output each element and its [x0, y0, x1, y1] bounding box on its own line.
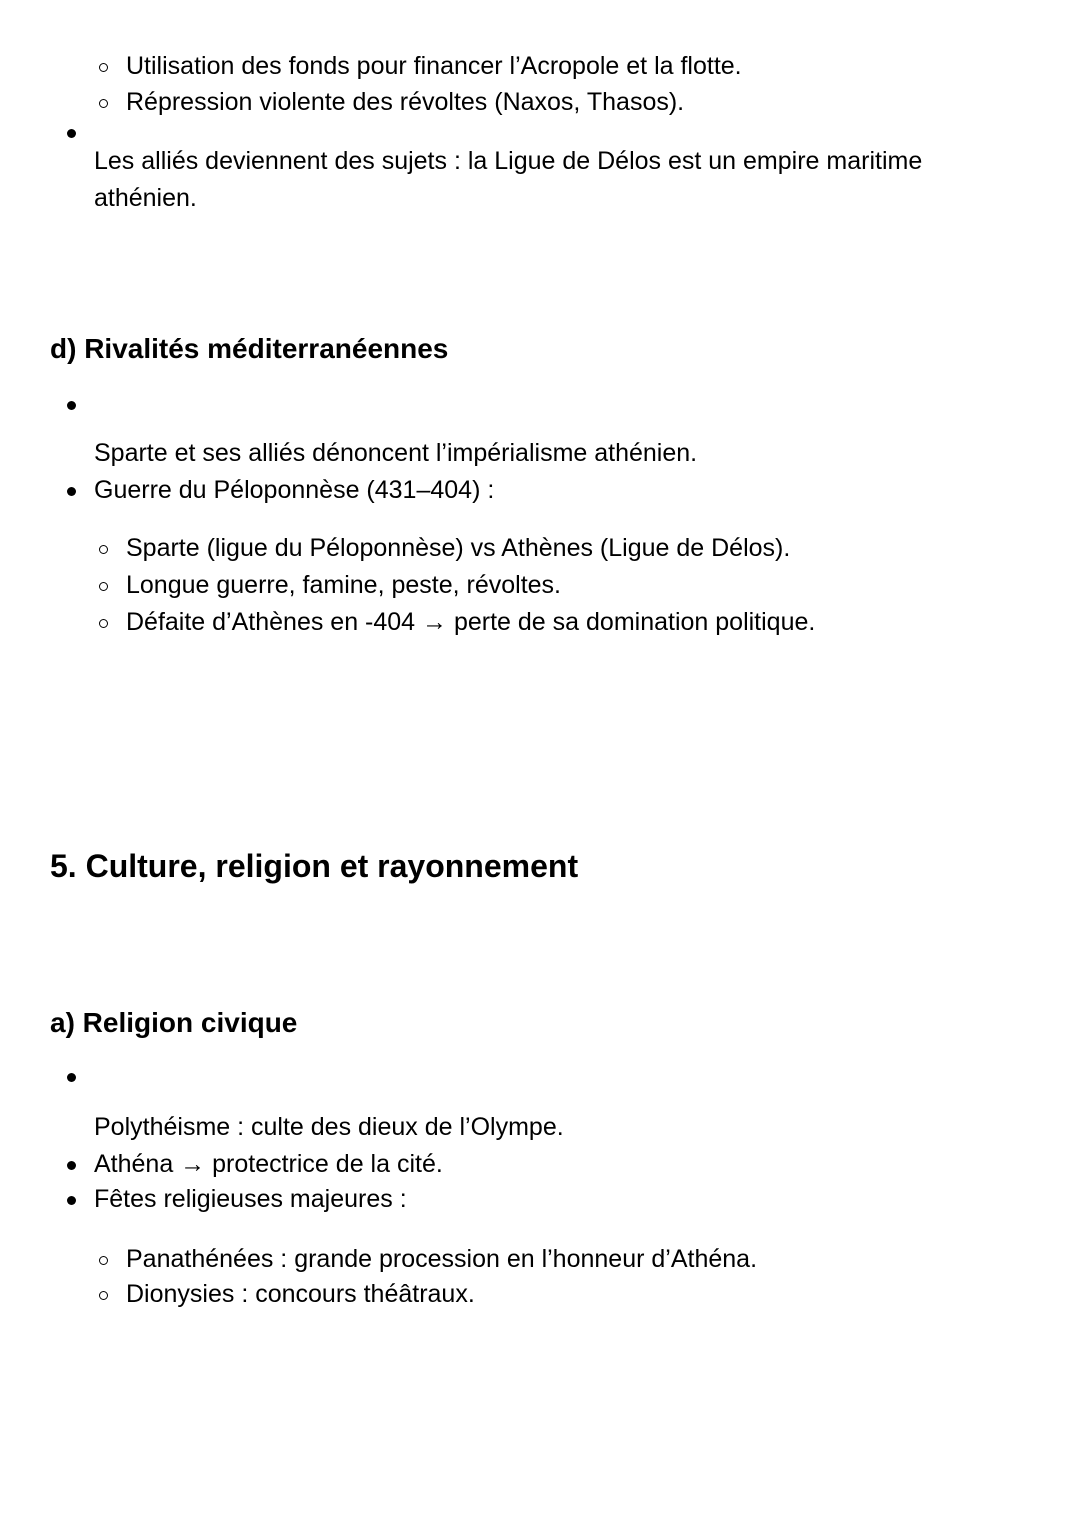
list-item: Utilisation des fonds pour financer l’Acropole et la flotte. [126, 52, 742, 80]
sub-bullet-icon [99, 545, 108, 554]
section-heading: a) Religion civique [50, 1007, 298, 1038]
list-item: Répression violente des révoltes (Naxos, Thasos). [126, 88, 685, 116]
bullet-icon [67, 1161, 76, 1170]
list-item: Longue guerre, famine, peste, révoltes. [126, 571, 561, 599]
bullet-icon [67, 401, 76, 410]
bullet-icon [67, 129, 76, 138]
list-item: Défaite d’Athènes en -404 → perte de sa domination politique. [126, 608, 816, 636]
sub-bullet-icon [99, 582, 108, 591]
list-item: Fêtes religieuses majeures : [94, 1185, 407, 1213]
chapter-heading: 5. Culture, religion et rayonnement [50, 848, 579, 884]
list-item: Panathénées : grande procession en l’honneur d’Athéna. [126, 1245, 758, 1273]
list-item: Polythéisme : culte des dieux de l’Olympe. [94, 1113, 564, 1141]
sub-bullet-icon [99, 1256, 108, 1265]
sub-bullet-icon [99, 99, 108, 108]
list-item-continuation: athénien. [94, 184, 197, 212]
list-item: Athéna → protectrice de la cité. [94, 1150, 443, 1178]
section-heading: d) Rivalités méditerranéennes [50, 333, 449, 364]
list-item: Les alliés deviennent des sujets : la Ligue de Délos est un empire maritime [94, 147, 923, 175]
bullet-icon [67, 487, 76, 496]
list-item: Sparte (ligue du Péloponnèse) vs Athènes (Ligue de Délos). [126, 534, 791, 562]
bullet-icon [67, 1073, 76, 1082]
sub-bullet-icon [99, 619, 108, 628]
list-item: Guerre du Péloponnèse (431–404) : [94, 476, 495, 504]
bullet-icon [67, 1196, 76, 1205]
sub-bullet-icon [99, 63, 108, 72]
list-item: Sparte et ses alliés dénoncent l’impérialisme athénien. [94, 439, 698, 467]
sub-bullet-icon [99, 1291, 108, 1300]
list-item: Dionysies : concours théâtraux. [126, 1280, 475, 1308]
